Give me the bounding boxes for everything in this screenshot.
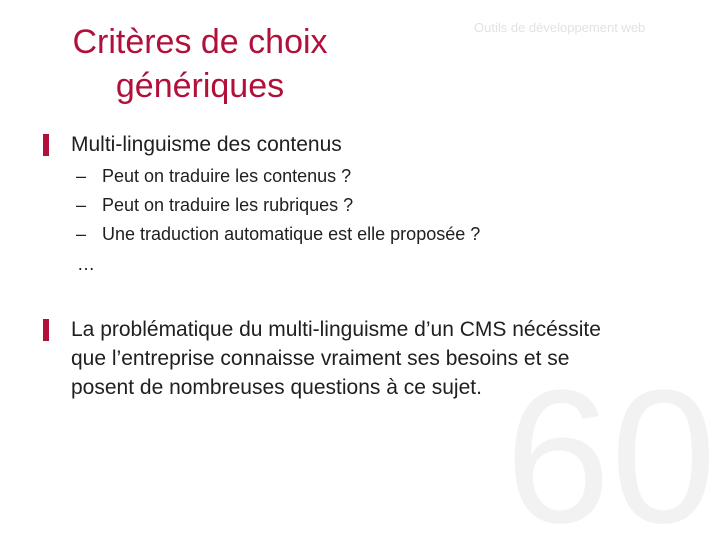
sub-item-3: [76, 220, 480, 249]
slide-title-line-2: génériques: [115, 67, 285, 105]
slide-title-line-1: Critères de choix: [72, 23, 328, 61]
ellipsis-text: …: [77, 254, 95, 274]
sub-item-1-text: Peut on traduire les contenus ?: [102, 166, 352, 186]
sub-item-2-text: Peut on traduire les rubriques ?: [102, 195, 354, 215]
bullet-2-text: [71, 315, 601, 402]
sub-item-1: [76, 162, 351, 191]
dash-icon: –: [76, 224, 87, 244]
bullet-2-line-3: posent de nombreuses questions à ce sujet.: [71, 376, 482, 399]
sub-item-3-text: Une traduction automatique est elle proposée ?: [102, 224, 481, 244]
bullet-1-text: Multi-linguisme des contenus: [71, 133, 342, 156]
sub-item-2: [76, 191, 353, 220]
header-label: Outils de développement web: [474, 20, 646, 35]
slide-title: [40, 20, 360, 108]
dash-icon: –: [76, 166, 87, 186]
dash-icon: –: [76, 195, 87, 215]
bullet-marker-icon: [43, 319, 49, 341]
bullet-2-line-1: La problématique du multi-linguisme d’un CMS nécéssite: [71, 318, 601, 341]
bullet-marker-icon: [43, 134, 49, 156]
bullet-2-line-2: que l’entreprise connaisse vraiment ses besoins et se: [71, 347, 570, 370]
page-number: 60: [505, 351, 717, 540]
